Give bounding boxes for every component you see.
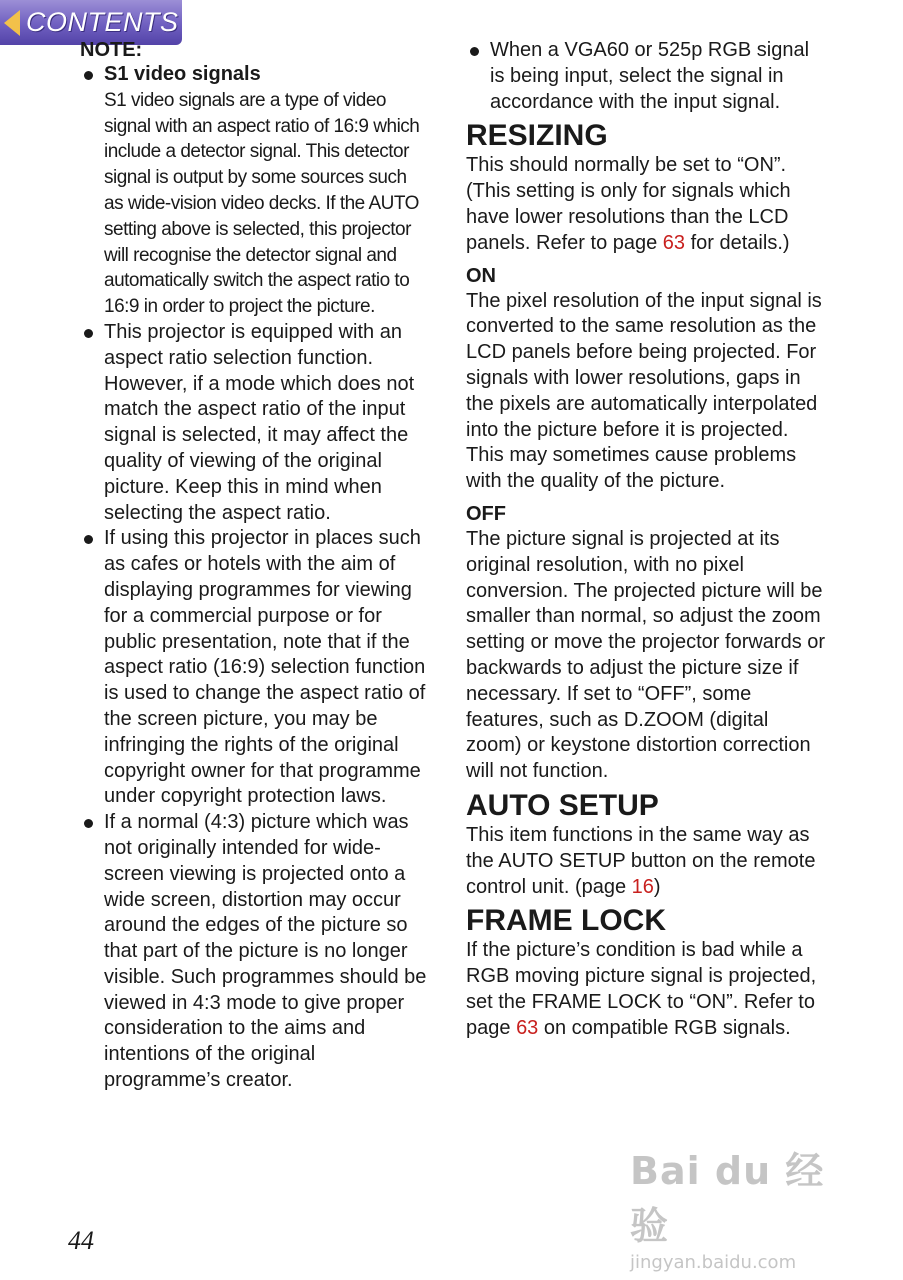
vga-bullet: When a VGA60 or 525p RGB signal is being input, select the signal in accordance with the input signal. [466,38,826,115]
watermark-url: jingyan.baidu.com [630,1252,797,1273]
left-column [80,38,430,1094]
note-bullet-distortion: If a normal (4:3) picture which was not originally intended for wide-screen viewing is projected onto a wide screen, distortion may occur around the edges of the picture so that part of the picture is no longer visible. Such programmes should be viewed in 4:3 mode to give proper consideration to the aims and intentions of the original programme’s creator. [80,810,430,1094]
page-number: 44 [68,1226,94,1255]
resizing-heading: RESIZING [466,119,608,153]
page-link-63-frame-lock[interactable]: 63 [516,1016,539,1039]
auto-setup-text: This item functions in the same way as the AUTO SETUP button on the remote control unit. (page 16) [466,823,816,898]
on-heading: ON [466,264,496,287]
watermark-logo: Bai du 经验 [630,1149,825,1248]
contents-label: CONTENTS [26,7,179,37]
off-heading: OFF [466,502,506,525]
right-column [466,38,826,1042]
back-arrow-icon [4,10,20,36]
frame-lock-text: If the picture’s condition is bad while a RGB moving picture signal is projected, set the FRAME LOCK to “ON”. Refer to page 63 on compatible RGB signals. [466,939,817,1039]
baidu-watermark [630,1140,860,1273]
resizing-intro: This should normally be set to “ON”. (This setting is only for signals which have lower resolutions than the LCD panels. Refer to page 63 for details.) [466,154,791,254]
frame-lock-heading: FRAME LOCK [466,904,666,938]
s1-title: S1 video signals [104,63,261,85]
page-link-63[interactable]: 63 [662,231,686,254]
note-heading: NOTE: [80,39,143,61]
note-bullet-aspect-function: This projector is equipped with an aspect ratio selection function. However, if a mode which does not match the aspect ratio of the input signal is selected, it may affect the quality of viewing of the original picture. Keep this in mind when selecting the aspect ratio. [80,320,430,526]
s1-text: S1 video signals are a type of video signal with an aspect ratio of 16:9 which include a detector signal. This detector signal is output by some sources such as wide-vision video decks. If the AUTO setting above is selected, this projector will recognise the detector signal and automatically switch the aspect ratio to 16:9 in order to project the picture. [104,89,420,318]
page-link-16[interactable]: 16 [631,875,654,898]
note-bullet-s1 [80,62,430,320]
on-text: The pixel resolution of the input signal is converted to the same resolution as the LCD panels before being projected. For signals with lower resolutions, gaps in the pixels are automatically interpolated into the picture before it is projected. This may sometimes cause problems with the quality of the picture. [466,289,822,493]
note-bullet-copyright: If using this projector in places such as cafes or hotels with the aim of displaying programmes for viewing for a commercial purpose or for public presentation, note that if the aspect ratio (16:9) selection function is used to change the aspect ratio of the screen picture, you may be infringing the rights of the original copyright owner for that programme under copyright protection laws. [80,526,430,810]
off-text: The picture signal is projected at its original resolution, with no pixel conversion. The projected picture will be smaller than normal, so adjust the zoom setting or move the projector forwards or backwards to adjust the picture size if necessary. If set to “OFF”, some features, such as D.ZOOM (digital zoom) or keystone distortion correction will not function. [466,527,826,783]
auto-setup-heading: AUTO SETUP [466,788,659,822]
